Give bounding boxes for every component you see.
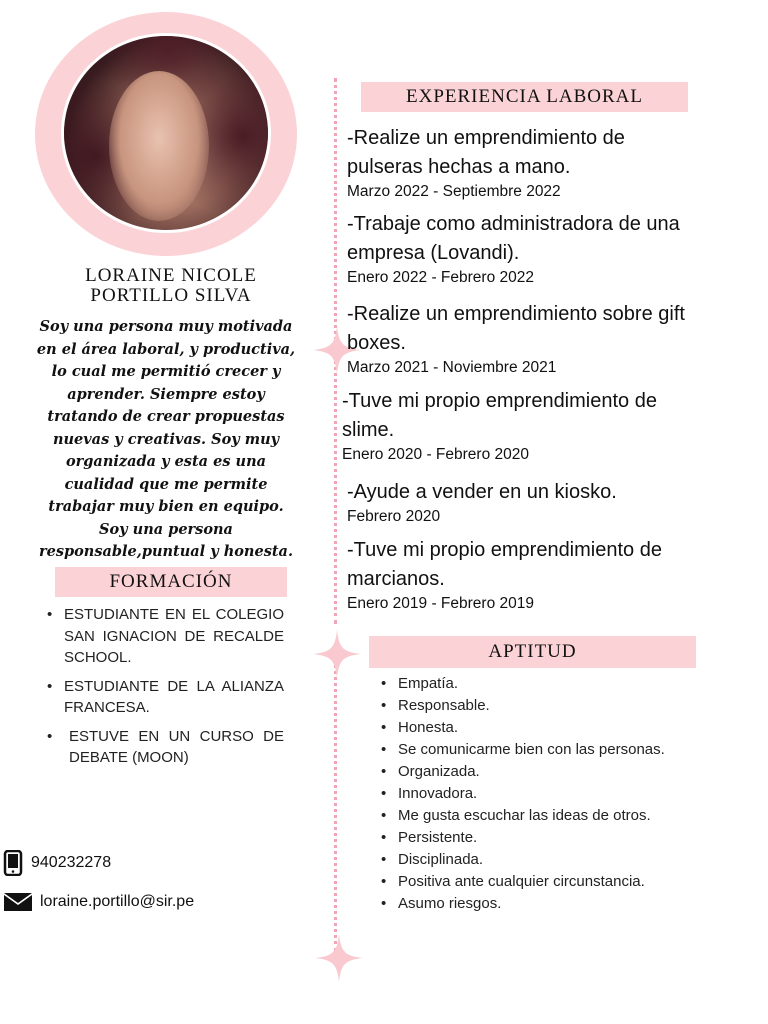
experience-item	[347, 478, 697, 527]
profile-name: LORAINE NICOLE PORTILLO SILVA	[85, 265, 257, 306]
photo-face-shading	[109, 71, 209, 221]
experience-date: Febrero 2020	[347, 508, 441, 525]
timeline-divider-bottom	[334, 664, 337, 952]
aptitud-item: • Asumo riesgos.	[379, 893, 681, 915]
experience-item	[347, 210, 697, 288]
phone-icon	[3, 850, 23, 876]
experience-date: Marzo 2022 - Septiembre 2022	[347, 183, 561, 200]
aptitud-item: • Persistente.	[379, 827, 681, 849]
contact-email[interactable]: loraine.portillo@sir.pe	[40, 893, 195, 910]
aptitud-item: • Me gusta escuchar las ideas de otros.	[379, 805, 681, 827]
sparkle-icon	[315, 934, 363, 982]
experience-item	[347, 536, 687, 614]
aptitud-item: • Positiva ante cualquier circunstancia.	[379, 871, 681, 893]
aptitud-item: • Disciplinada.	[379, 849, 681, 871]
profile-photo	[61, 33, 271, 233]
experience-title: -Realize un emprendimiento sobre gift boxes.	[347, 303, 685, 354]
experience-title: -Tuve mi propio emprendimiento de marcianos.	[347, 539, 662, 590]
profile-bio: Soy una persona muy motivada en el área laboral, y productiva, lo cual me permitió crecer y aprender. Siempre estoy tratando de crear propuestas nuevas y creativas. Soy muy organizada y esta es una cualidad que me permite trabajar muy bien en equipo. Soy una persona responsable,puntual y honesta.	[36, 318, 296, 560]
envelope-icon	[3, 892, 33, 912]
aptitud-item: • Organizada.	[379, 761, 681, 783]
contact-email-row	[3, 892, 194, 912]
experience-title: -Realize un emprendimiento de pulseras hechas a mano.	[347, 127, 625, 178]
formacion-heading: FORMACIÓN	[55, 567, 287, 597]
experience-item	[347, 300, 697, 378]
experience-item	[347, 124, 697, 202]
contact-phone[interactable]: 940232278	[31, 854, 112, 871]
sparkle-icon	[313, 630, 361, 678]
aptitud-item: • Innovadora.	[379, 783, 681, 805]
aptitud-item: • Responsable.	[379, 695, 681, 717]
aptitud-list	[379, 673, 681, 915]
formacion-item: • ESTUDIANTE EN EL COLEGIO SAN IGNACION DE RECALDE SCHOOL.	[44, 604, 284, 669]
experience-title: -Trabaje como administradora de una empresa (Lovandi).	[347, 213, 680, 264]
aptitud-item: • Se comunicarme bien con las personas.	[379, 739, 681, 761]
formacion-item: • ESTUVE EN UN CURSO DE DEBATE (MOON)	[44, 726, 284, 769]
formacion-list	[44, 604, 284, 776]
formacion-item: • ESTUDIANTE DE LA ALIANZA FRANCESA.	[44, 676, 284, 719]
aptitud-heading: APTITUD	[369, 636, 696, 668]
experience-date: Marzo 2021 - Noviembre 2021	[347, 359, 557, 376]
experience-item	[342, 387, 682, 465]
experience-title: -Tuve mi propio emprendimiento de slime.	[342, 390, 657, 441]
aptitud-item: • Empatía.	[379, 673, 681, 695]
experience-date: Enero 2019 - Febrero 2019	[347, 595, 534, 612]
experiencia-heading: EXPERIENCIA LABORAL	[361, 82, 688, 112]
aptitud-item: • Honesta.	[379, 717, 681, 739]
experience-date: Enero 2020 - Febrero 2020	[342, 446, 529, 463]
contact-phone-row	[3, 850, 111, 876]
experience-title: -Ayude a vender en un kiosko.	[347, 481, 617, 503]
experience-date: Enero 2022 - Febrero 2022	[347, 269, 534, 286]
